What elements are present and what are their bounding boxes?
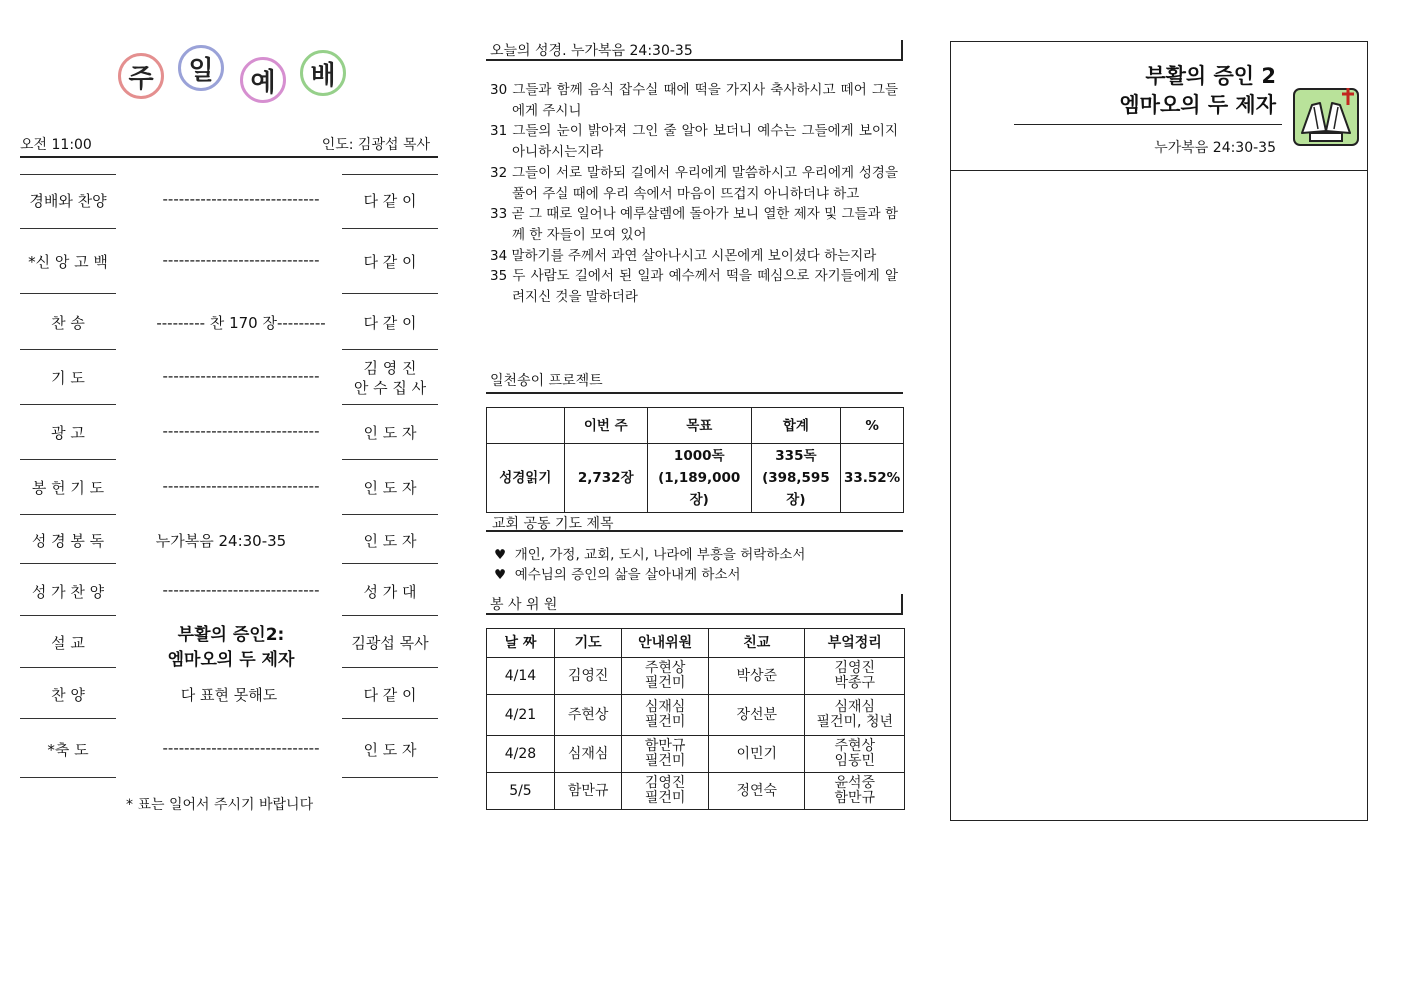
vol-usher (622, 695, 709, 736)
title-char-1: 주 (118, 53, 164, 99)
divider (20, 404, 116, 405)
vol-header: 기도 (554, 629, 621, 658)
volunteers-heading: 봉 사 위 원 (486, 594, 903, 615)
order-label: 성 경 봉 독 (31, 532, 105, 550)
vol-kitchen (805, 773, 905, 810)
usher-name: 필건미 (644, 790, 686, 806)
title-char-3: 예 (240, 57, 286, 103)
heart-icon: ♥ (494, 567, 507, 583)
order-label: 광 고 (51, 424, 85, 442)
order-label: 설 교 (51, 634, 85, 652)
divider (20, 228, 116, 229)
divider (342, 404, 438, 405)
project-row-label: 성경읽기 (487, 444, 565, 513)
order-middle: 다 표현 못해도 (180, 686, 278, 704)
table-row (487, 773, 905, 810)
vol-prayer: 함만규 (554, 773, 621, 810)
order-label: 찬 양 (51, 686, 85, 704)
vol-prayer: 주현상 (554, 695, 621, 736)
vol-fellowship: 박상준 (709, 658, 805, 695)
project-percent: 33.52% (841, 444, 904, 513)
sermon-title (1014, 62, 1276, 120)
order-middle: ----------------------------- (162, 581, 320, 599)
divider (342, 777, 438, 778)
sermon-title-line1: 부활의 증인 2 (1145, 64, 1276, 88)
title-char-2: 일 (178, 45, 224, 91)
divider (342, 615, 438, 616)
divider (1014, 124, 1282, 125)
divider (342, 349, 438, 350)
vol-date: 4/28 (487, 736, 555, 773)
divider (342, 514, 438, 515)
kitchen-name: 심재심 (834, 699, 876, 715)
vol-date: 5/5 (487, 773, 555, 810)
vol-date: 4/14 (487, 658, 555, 695)
vol-header: 안내위원 (622, 629, 709, 658)
divider (342, 667, 438, 668)
prayer-text: 개인, 가정, 교회, 도시, 나라에 부흥을 허락하소서 (514, 547, 806, 563)
sermon-reference: 누가복음 24:30-35 (1154, 140, 1276, 156)
order-person: 인 도 자 (363, 532, 417, 550)
vol-fellowship: 이민기 (709, 736, 805, 773)
vol-prayer: 심재심 (554, 736, 621, 773)
order-label: 기 도 (51, 369, 85, 387)
verse-33: 33 곧 그 때로 일어나 예루살렘에 돌아가 보니 열한 제자 및 그들과 함께 한 자들이 모여 있어 (490, 206, 898, 243)
order-person: 성 가 대 (363, 583, 417, 601)
verse-35: 35 두 사람도 길에서 된 일과 예수께서 떡을 떼심으로 자기들에게 알려지신 것을 말하더라 (490, 268, 898, 306)
divider (342, 293, 438, 294)
project-header (487, 408, 565, 444)
order-person: 다 같 이 (363, 314, 417, 332)
vol-header: 날 짜 (487, 629, 555, 658)
project-header: 이번 주 (564, 408, 647, 444)
divider (20, 615, 116, 616)
prayer-item (494, 545, 805, 565)
project-goal (647, 444, 751, 513)
order-person: 다 같 이 (363, 253, 417, 271)
kitchen-name: 주현상 (834, 738, 876, 754)
order-middle: ----------------------------- (162, 739, 320, 757)
order-person: 인 도 자 (363, 479, 417, 497)
project-header: 목표 (647, 408, 751, 444)
usher-name: 주현상 (644, 660, 686, 676)
divider (342, 174, 438, 175)
vol-usher (622, 736, 709, 773)
usher-name: 심재심 (644, 699, 686, 715)
order-middle: ----------------------------- (162, 190, 320, 208)
project-total (751, 444, 841, 513)
order-label: 찬 송 (51, 314, 85, 332)
project-header: 합계 (751, 408, 841, 444)
divider (20, 459, 116, 460)
order-person: 김 영 진 (363, 359, 417, 377)
total-pages: (398,595장) (762, 470, 830, 508)
vol-prayer: 김영진 (554, 658, 621, 695)
vol-fellowship: 장선분 (709, 695, 805, 736)
verse-34: 34 말하기를 주께서 과연 살아나시고 시몬에게 보이셨다 하는지라 (490, 247, 877, 264)
title-char-4: 배 (300, 50, 346, 96)
divider (342, 718, 438, 719)
prayer-heading: 교회 공동 기도 제목 (486, 513, 903, 532)
footnote: * 표는 일어서 주시기 바랍니다 (126, 797, 314, 813)
goal-count: 1000독 (673, 448, 725, 464)
order-person-title: 안 수 집 사 (353, 379, 427, 397)
vol-header: 부엌정리 (805, 629, 905, 658)
divider (20, 563, 116, 564)
service-leader: 인도: 김광섭 목사 (321, 137, 430, 153)
project-table (486, 407, 904, 513)
divider (342, 459, 438, 460)
divider (20, 514, 116, 515)
order-middle: ----------------------------- (162, 477, 320, 495)
kitchen-name: 임동민 (834, 753, 876, 769)
praying-hands-icon (1290, 83, 1362, 149)
divider (950, 170, 1368, 171)
vol-kitchen (805, 658, 905, 695)
vol-kitchen (805, 695, 905, 736)
order-person: 인 도 자 (363, 741, 417, 759)
scripture-heading: 오늘의 성경. 누가복음 24:30-35 (486, 40, 903, 61)
verse-32: 32 그들이 서로 말하되 길에서 우리에게 말씀하시고 우리에게 성경을 풀어 주실 때에 우리 속에서 마음이 뜨겁지 아니하더냐 하고 (490, 164, 898, 202)
divider (20, 293, 116, 294)
order-middle: --------- 찬 170 장--------- (156, 314, 326, 332)
usher-name: 필건미 (644, 714, 686, 730)
service-time: 오전 11:00 (20, 137, 92, 153)
usher-name: 필건미 (644, 675, 686, 691)
order-person: 다 같 이 (363, 192, 417, 210)
sermon-title-line2: 엠마오의 두 제자 (167, 650, 295, 670)
kitchen-name: 함만규 (834, 790, 876, 806)
order-middle: ----------------------------- (162, 422, 320, 440)
prayer-item (494, 565, 805, 585)
project-heading: 일천송이 프로젝트 (486, 370, 903, 394)
project-week: 2,732장 (564, 444, 647, 513)
table-row (487, 695, 905, 736)
divider (20, 667, 116, 668)
prayer-text: 예수님의 증인의 삶을 살아내게 하소서 (514, 567, 741, 583)
verse-30: 30 그들과 함께 음식 잡수실 때에 떡을 가지사 축사하시고 떼어 그들에게 주시니 (490, 82, 898, 119)
kitchen-name: 윤석중 (834, 775, 876, 791)
divider (342, 563, 438, 564)
sermon-title-line2: 엠마오의 두 제자 (1119, 93, 1276, 117)
order-label: *축 도 (47, 741, 89, 759)
divider (20, 777, 116, 778)
divider (20, 174, 116, 175)
kitchen-name: 박종구 (834, 675, 876, 691)
order-label: *신 앙 고 백 (28, 253, 108, 271)
service-header (20, 134, 438, 158)
usher-name: 필건미 (644, 753, 686, 769)
goal-pages: (1,189,000장) (658, 470, 741, 508)
volunteers-table (486, 628, 905, 810)
order-person: 다 같 이 (363, 686, 417, 704)
divider (20, 718, 116, 719)
vol-header: 친교 (709, 629, 805, 658)
divider (20, 349, 116, 350)
vol-usher (622, 658, 709, 695)
project-header: % (841, 408, 904, 444)
vol-fellowship: 정연숙 (709, 773, 805, 810)
order-label: 경배와 찬양 (29, 192, 107, 210)
prayer-list (494, 545, 805, 585)
verse-31: 31 그들의 눈이 밝아져 그인 줄 알아 보더니 예수는 그들에게 보이지 아니하시는지라 (490, 123, 898, 161)
order-person: 인 도 자 (363, 424, 417, 442)
vol-usher (622, 773, 709, 810)
order-person: 김광섭 목사 (351, 634, 429, 652)
total-count: 335독 (775, 448, 817, 464)
kitchen-name: 김영진 (834, 660, 876, 676)
divider (342, 228, 438, 229)
vol-date: 4/21 (487, 695, 555, 736)
table-row (487, 736, 905, 773)
kitchen-name: 필건미, 청년 (816, 714, 893, 730)
order-middle: ----------------------------- (162, 251, 320, 269)
usher-name: 김영진 (644, 775, 686, 791)
sermon-notes-box (950, 41, 1368, 821)
sermon-title-line1: 부활의 증인2: (177, 625, 285, 645)
vol-kitchen (805, 736, 905, 773)
order-middle: 누가복음 24:30-35 (155, 532, 287, 550)
table-row (487, 658, 905, 695)
order-middle: ----------------------------- (162, 367, 320, 385)
usher-name: 함만규 (644, 738, 686, 754)
order-label: 성 가 찬 양 (31, 583, 105, 601)
scripture-verses (490, 80, 898, 308)
heart-icon: ♥ (494, 547, 507, 563)
order-label: 봉 헌 기 도 (31, 479, 105, 497)
